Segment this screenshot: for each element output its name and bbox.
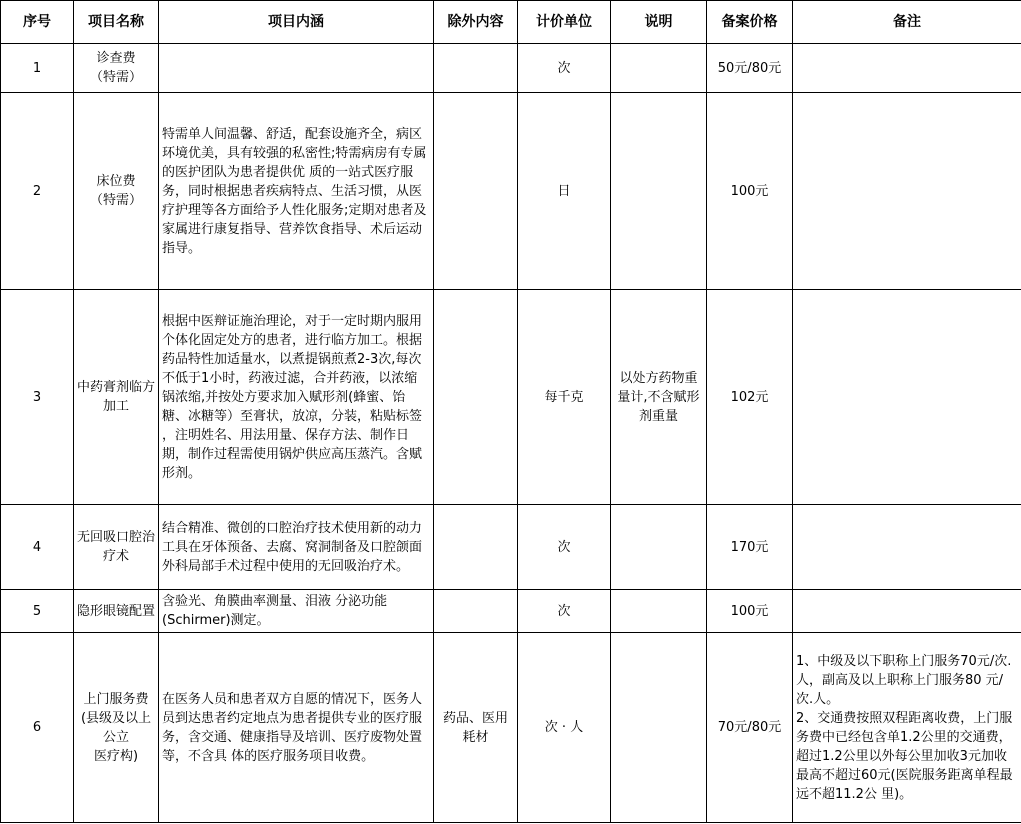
row-content: 根据中医辩证施治理论，对于一定时期内服用个体化固定处方的患者，进行临方加工。根据药品特性加适量水，以煮提锅煎煮2-3次,每次不低于1小时，药液过滤，合并药液，以浓缩锅浓缩,并按处方要求加入赋形剂(蜂蜜、饴糖、冰糖等）至膏状，放凉，分装，粘贴标签 ，注明姓名、用法用量、保存方法、制作日期，制作过程需使用锅炉供应高压蒸汽。含赋形剂。	[159, 290, 434, 505]
row-remark	[793, 505, 1021, 590]
row-no: 6	[1, 633, 74, 823]
row-name: 诊查费 （特需）	[74, 44, 159, 93]
row-content: 含验光、角膜曲率测量、泪液 分泌功能(Schirmer)测定。	[159, 590, 434, 633]
row-remark	[793, 290, 1021, 505]
row-unit: 次	[518, 505, 611, 590]
row-note	[611, 505, 707, 590]
row-note	[611, 93, 707, 290]
row-unit: 日	[518, 93, 611, 290]
row-name: 床位费 （特需）	[74, 93, 159, 290]
header-content: 项目内涵	[159, 1, 434, 44]
header-excluded: 除外内容	[434, 1, 518, 44]
row-name: 上门服务费 (县级及以上公立 医疗构)	[74, 633, 159, 823]
row-unit: 次	[518, 44, 611, 93]
header-note: 说明	[611, 1, 707, 44]
header-row	[1, 1, 1021, 44]
row-excluded: 药品、医用耗材	[434, 633, 518, 823]
row-content	[159, 44, 434, 93]
row-no: 1	[1, 44, 74, 93]
row-unit: 次 · 人	[518, 633, 611, 823]
row-excluded	[434, 44, 518, 93]
row-excluded	[434, 290, 518, 505]
row-excluded	[434, 505, 518, 590]
row-name: 隐形眼镜配置	[74, 590, 159, 633]
table-row	[1, 44, 1021, 93]
row-remark: 1、中级及以下职称上门服务70元/次.人，副高及以上职称上门服务80 元/次.人。 2、交通费按照双程距离收费，上门服务费中已经包含单1.2公里的交通费，超过1.2公里以外每公里加收3元加收最高不超过60元(医院服务距离单程最远不超11.2公 里)。	[793, 633, 1021, 823]
table-row	[1, 93, 1021, 290]
row-price: 100元	[707, 93, 793, 290]
row-note	[611, 590, 707, 633]
row-price: 70元/80元	[707, 633, 793, 823]
row-unit: 次	[518, 590, 611, 633]
row-unit: 每千克	[518, 290, 611, 505]
row-no: 5	[1, 590, 74, 633]
row-no: 2	[1, 93, 74, 290]
header-name: 项目名称	[74, 1, 159, 44]
table-row	[1, 290, 1021, 505]
row-excluded	[434, 590, 518, 633]
row-price: 100元	[707, 590, 793, 633]
row-remark	[793, 93, 1021, 290]
header-unit: 计价单位	[518, 1, 611, 44]
row-content: 在医务人员和患者双方自愿的情况下，医务人员到达患者约定地点为患者提供专业的医疗服务，含交通、健康指导及培训、医疗废物处置等，不含具 体的医疗服务项目收费。	[159, 633, 434, 823]
header-remark: 备注	[793, 1, 1021, 44]
header-price: 备案价格	[707, 1, 793, 44]
row-note: 以处方药物重量计,不含赋形剂重量	[611, 290, 707, 505]
row-remark	[793, 590, 1021, 633]
row-excluded	[434, 93, 518, 290]
table-row	[1, 505, 1021, 590]
header-no: 序号	[1, 1, 74, 44]
row-price: 50元/80元	[707, 44, 793, 93]
row-note	[611, 44, 707, 93]
table-row	[1, 590, 1021, 633]
row-note	[611, 633, 707, 823]
row-content: 特需单人间温馨、舒适，配套设施齐全，病区环境优美，具有较强的私密性;特需病房有专属的医护团队为患者提供优 质的一站式医疗服务，同时根据患者疾病特点、生活习惯，从医疗护理等各方面给予人性化服务;定期对患者及家属进行康复指导、营养饮食指导、术后运动指导。	[159, 93, 434, 290]
row-remark	[793, 44, 1021, 93]
row-no: 4	[1, 505, 74, 590]
row-name: 无回吸口腔治疗术	[74, 505, 159, 590]
row-price: 170元	[707, 505, 793, 590]
row-no: 3	[1, 290, 74, 505]
row-content: 结合精准、微创的口腔治疗技术使用新的动力工具在牙体预备、去腐、窝洞制备及口腔颌面外科局部手术过程中使用的无回吸治疗术。	[159, 505, 434, 590]
row-price: 102元	[707, 290, 793, 505]
row-name: 中药膏剂临方加工	[74, 290, 159, 505]
table-row	[1, 633, 1021, 823]
